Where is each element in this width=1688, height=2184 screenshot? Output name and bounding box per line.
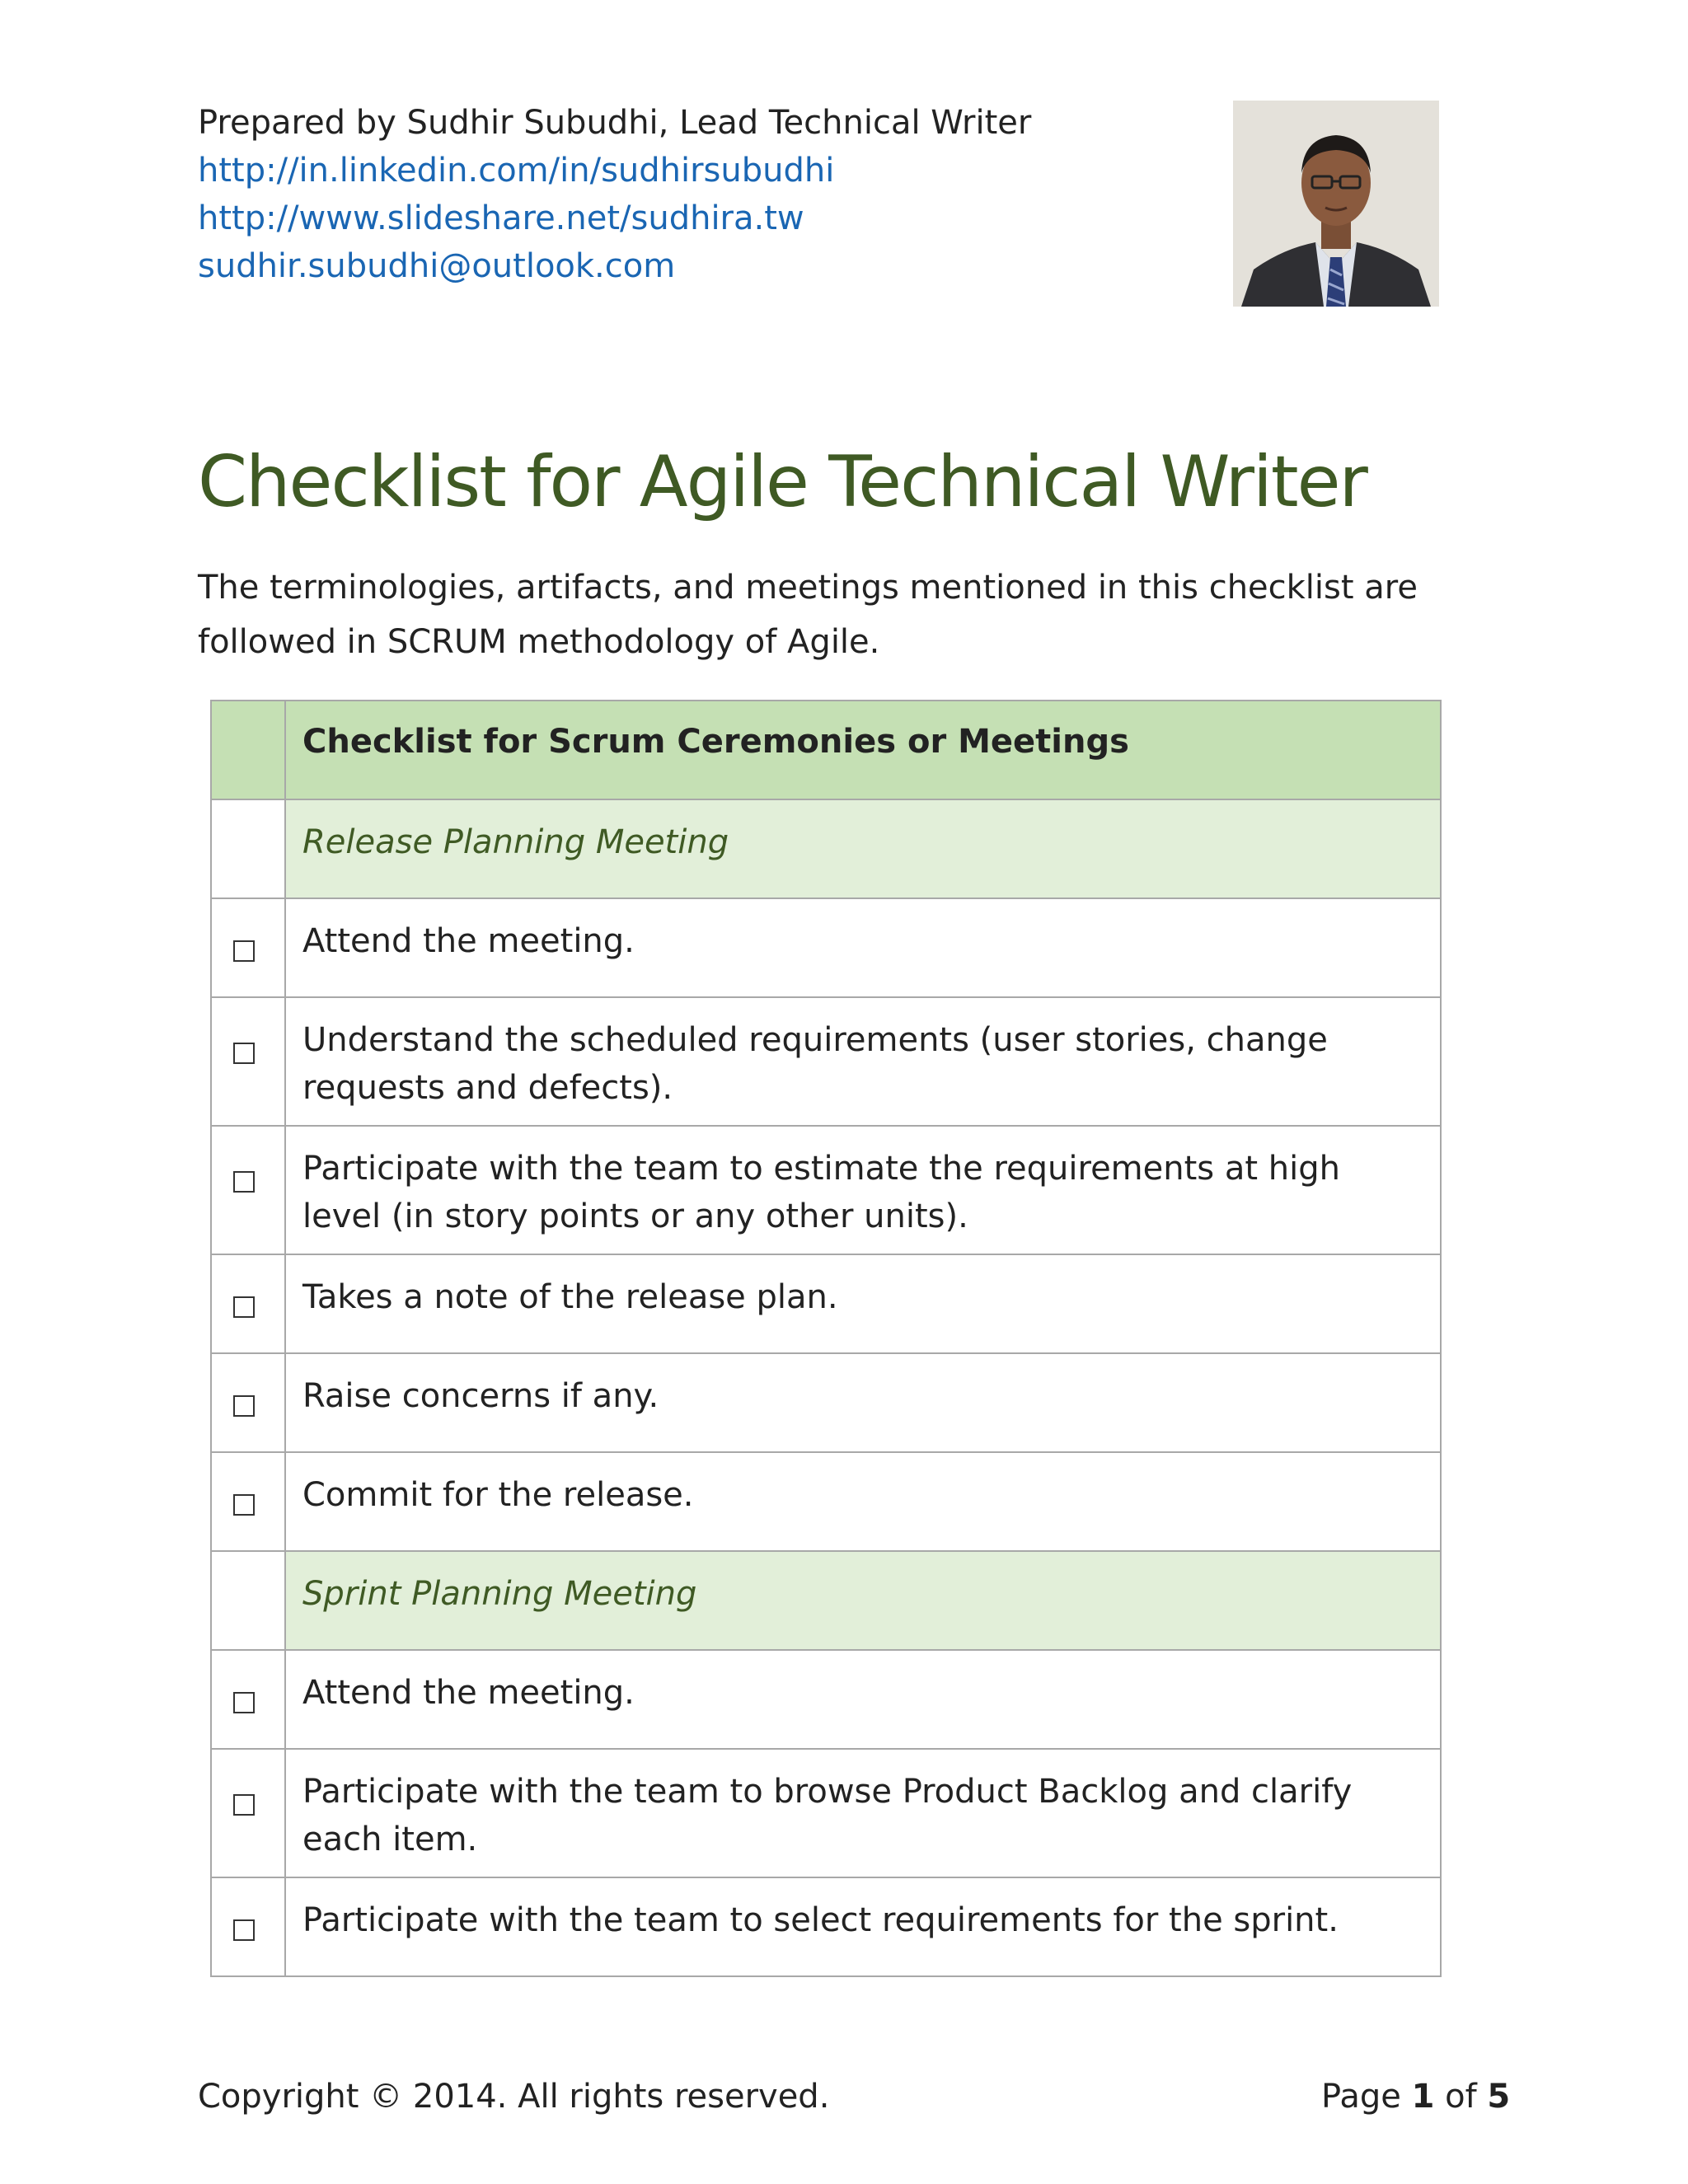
item-cell (285, 1749, 1441, 1877)
linkedin-link[interactable]: http://in.linkedin.com/in/sudhirsubudhi (198, 152, 835, 190)
checkbox[interactable] (233, 1043, 255, 1064)
checkbox[interactable] (233, 1296, 255, 1318)
page-of: of (1445, 2078, 1477, 2116)
email-link[interactable]: sudhir.subudhi@outlook.com (198, 247, 676, 285)
section-blank-cell (211, 1551, 285, 1650)
section-row-sprint-planning (211, 1551, 1441, 1650)
section-blank-cell (211, 799, 285, 898)
checklist-item-text: Understand the scheduled requirements (user stories, change requests and defects). (302, 1021, 1328, 1107)
item-cell (285, 1254, 1441, 1353)
item-cell (285, 1650, 1441, 1749)
checkbox[interactable] (233, 1395, 255, 1417)
intro-paragraph: The terminologies, artifacts, and meetings mentioned in this checklist are followed in SCRUM methodology of Agile. (198, 569, 1418, 661)
checkbox[interactable] (233, 1171, 255, 1193)
author-header (198, 99, 1269, 290)
page-label: Page (1321, 2078, 1401, 2116)
item-cell (285, 1877, 1441, 1976)
checkbox-cell (211, 1452, 285, 1551)
section-title: Sprint Planning Meeting (302, 1575, 697, 1613)
item-cell (285, 1353, 1441, 1452)
checklist-item-text: Attend the meeting. (302, 922, 635, 960)
checklist-row (211, 1254, 1441, 1353)
table-heading-cell (285, 701, 1441, 799)
checklist-item-text: Attend the meeting. (302, 1674, 635, 1712)
checklist-row (211, 1452, 1441, 1551)
checklist-item-text: Participate with the team to browse Product Backlog and clarify each item. (302, 1773, 1353, 1858)
checklist-item-text: Raise concerns if any. (302, 1377, 659, 1415)
table-header-row (211, 701, 1441, 799)
section-title: Release Planning Meeting (302, 823, 729, 861)
checkbox-cell (211, 997, 285, 1126)
checkbox-cell (211, 1126, 285, 1254)
checklist-row (211, 898, 1441, 997)
checklist-row (211, 1650, 1441, 1749)
item-cell (285, 1452, 1441, 1551)
page-total: 5 (1487, 2078, 1511, 2116)
checklist-item-text: Commit for the release. (302, 1476, 694, 1514)
checkbox-cell (211, 1877, 285, 1976)
checkbox[interactable] (233, 1794, 255, 1816)
section-title-cell (285, 799, 1441, 898)
checkbox-cell (211, 1254, 285, 1353)
checkbox[interactable] (233, 1919, 255, 1941)
checklist-item-text: Participate with the team to estimate the requirements at high level (in story points or any other units). (302, 1150, 1340, 1235)
item-cell (285, 997, 1441, 1126)
checklist-row (211, 1877, 1441, 1976)
item-cell (285, 1126, 1441, 1254)
item-cell (285, 898, 1441, 997)
checklist-table (210, 700, 1442, 1977)
checkbox-cell (211, 1650, 285, 1749)
prepared-by-text: Prepared by Sudhir Subudhi, Lead Technical Writer (198, 104, 1032, 142)
copyright-text: Copyright © 2014. All rights reserved. (198, 2078, 830, 2116)
checklist-row (211, 1126, 1441, 1254)
checklist-row (211, 1749, 1441, 1877)
checklist-row (211, 1353, 1441, 1452)
checklist-row (211, 997, 1441, 1126)
table-heading: Checklist for Scrum Ceremonies or Meetings (302, 723, 1129, 761)
page-number (1321, 2074, 1510, 2120)
checklist-item-text: Participate with the team to select requirements for the sprint. (302, 1901, 1339, 1939)
header-blank-cell (211, 701, 285, 799)
checkbox[interactable] (233, 1494, 255, 1516)
checklist-item-text: Takes a note of the release plan. (302, 1278, 838, 1316)
checkbox[interactable] (233, 940, 255, 962)
section-row-release-planning (211, 799, 1441, 898)
page-title: Checklist for Agile Technical Writer (198, 441, 1367, 523)
author-photo (1233, 101, 1439, 307)
checkbox-cell (211, 898, 285, 997)
section-title-cell (285, 1551, 1441, 1650)
checkbox-cell (211, 1749, 285, 1877)
checkbox[interactable] (233, 1692, 255, 1713)
page-current: 1 (1411, 2078, 1435, 2116)
checkbox-cell (211, 1353, 285, 1452)
slideshare-link[interactable]: http://www.slideshare.net/sudhira.tw (198, 199, 804, 237)
